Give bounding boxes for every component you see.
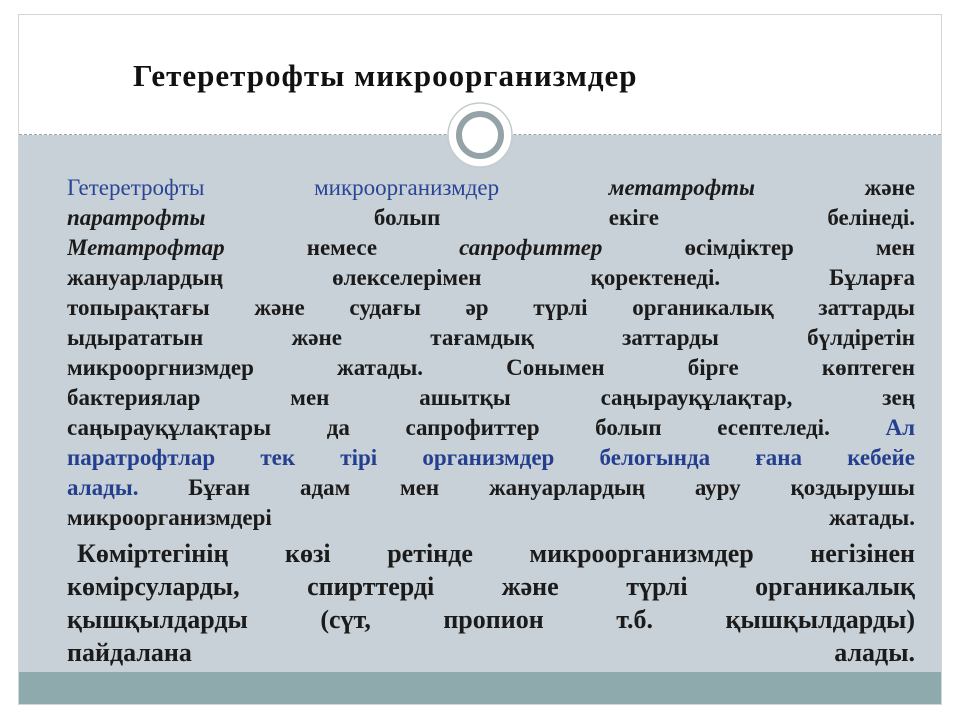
body-line [67,353,915,383]
body-line [67,443,915,473]
body-line [67,203,915,233]
body-line [67,263,915,293]
body-line [67,473,915,503]
body-line [67,293,915,323]
body-line [67,603,915,636]
body-text: ыдырататын және тағамдық заттарды бүлдіретін [67,325,915,350]
body-text: топырақтағы және судағы әр түрлі органикалық заттарды [67,295,915,320]
body-line [67,323,915,353]
body-text: және [755,175,915,200]
body-line [67,570,915,603]
body-text: Көміртегінің көзі ретінде микроорганизмдер негізінен [77,539,915,568]
term-paratrophic: паратрофты [67,205,206,230]
circle-ring-icon [445,100,515,170]
body-line [67,537,915,570]
body-line [67,233,915,263]
body-paragraph-1 [67,173,915,533]
body-line [67,173,915,203]
highlighted-text: паратрофтлар тек тірі организмдер белогында ғана кебейе [67,445,915,470]
body-text: микрооргнизмдер жатады. Сонымен бірге көптеген [67,355,915,380]
term-metatrophs: Метатрофтар [67,235,225,260]
body-text: пайдалана алады. [67,638,915,667]
body-line [67,503,915,533]
body-line [67,636,915,669]
term-metatrophic: метатрофты [608,175,756,200]
body-line [67,413,915,443]
body-paragraph-2 [67,537,915,669]
body-text: саңырауқұлақтары да сапрофиттер болып есептеледі. [67,415,886,440]
body-text: микроорганизмдері жатады. [67,505,915,530]
body-text: өсімдіктер мен [602,235,915,260]
body-text: немесе [224,235,460,260]
body-text: бактериялар мен ашытқы саңырауқұлақтар, зең [67,385,915,410]
body-text: қышқылдарды (сүт, пропион т.б. қышқылдарды) [67,605,915,634]
highlighted-text: Гетеретрофты микроорганизмдер [67,175,609,200]
body-line [67,383,915,413]
body-text: Бұған адам мен жануарлардың ауру қоздырушы [138,475,915,500]
body-text: жануарлардың өлекселерімен қоректенеді. Бұларға [67,265,915,290]
highlighted-text: алады. [67,475,139,500]
body-text: көмірсуларды, спирттерді және түрлі органикалық [67,572,915,601]
slide-title: Гетеретрофты микроорганизмдер [133,58,638,93]
body-text: болып екіге белінеді. [205,205,915,230]
term-saprophytes: сапрофиттер [459,235,603,260]
highlighted-text: Ал [885,415,915,440]
